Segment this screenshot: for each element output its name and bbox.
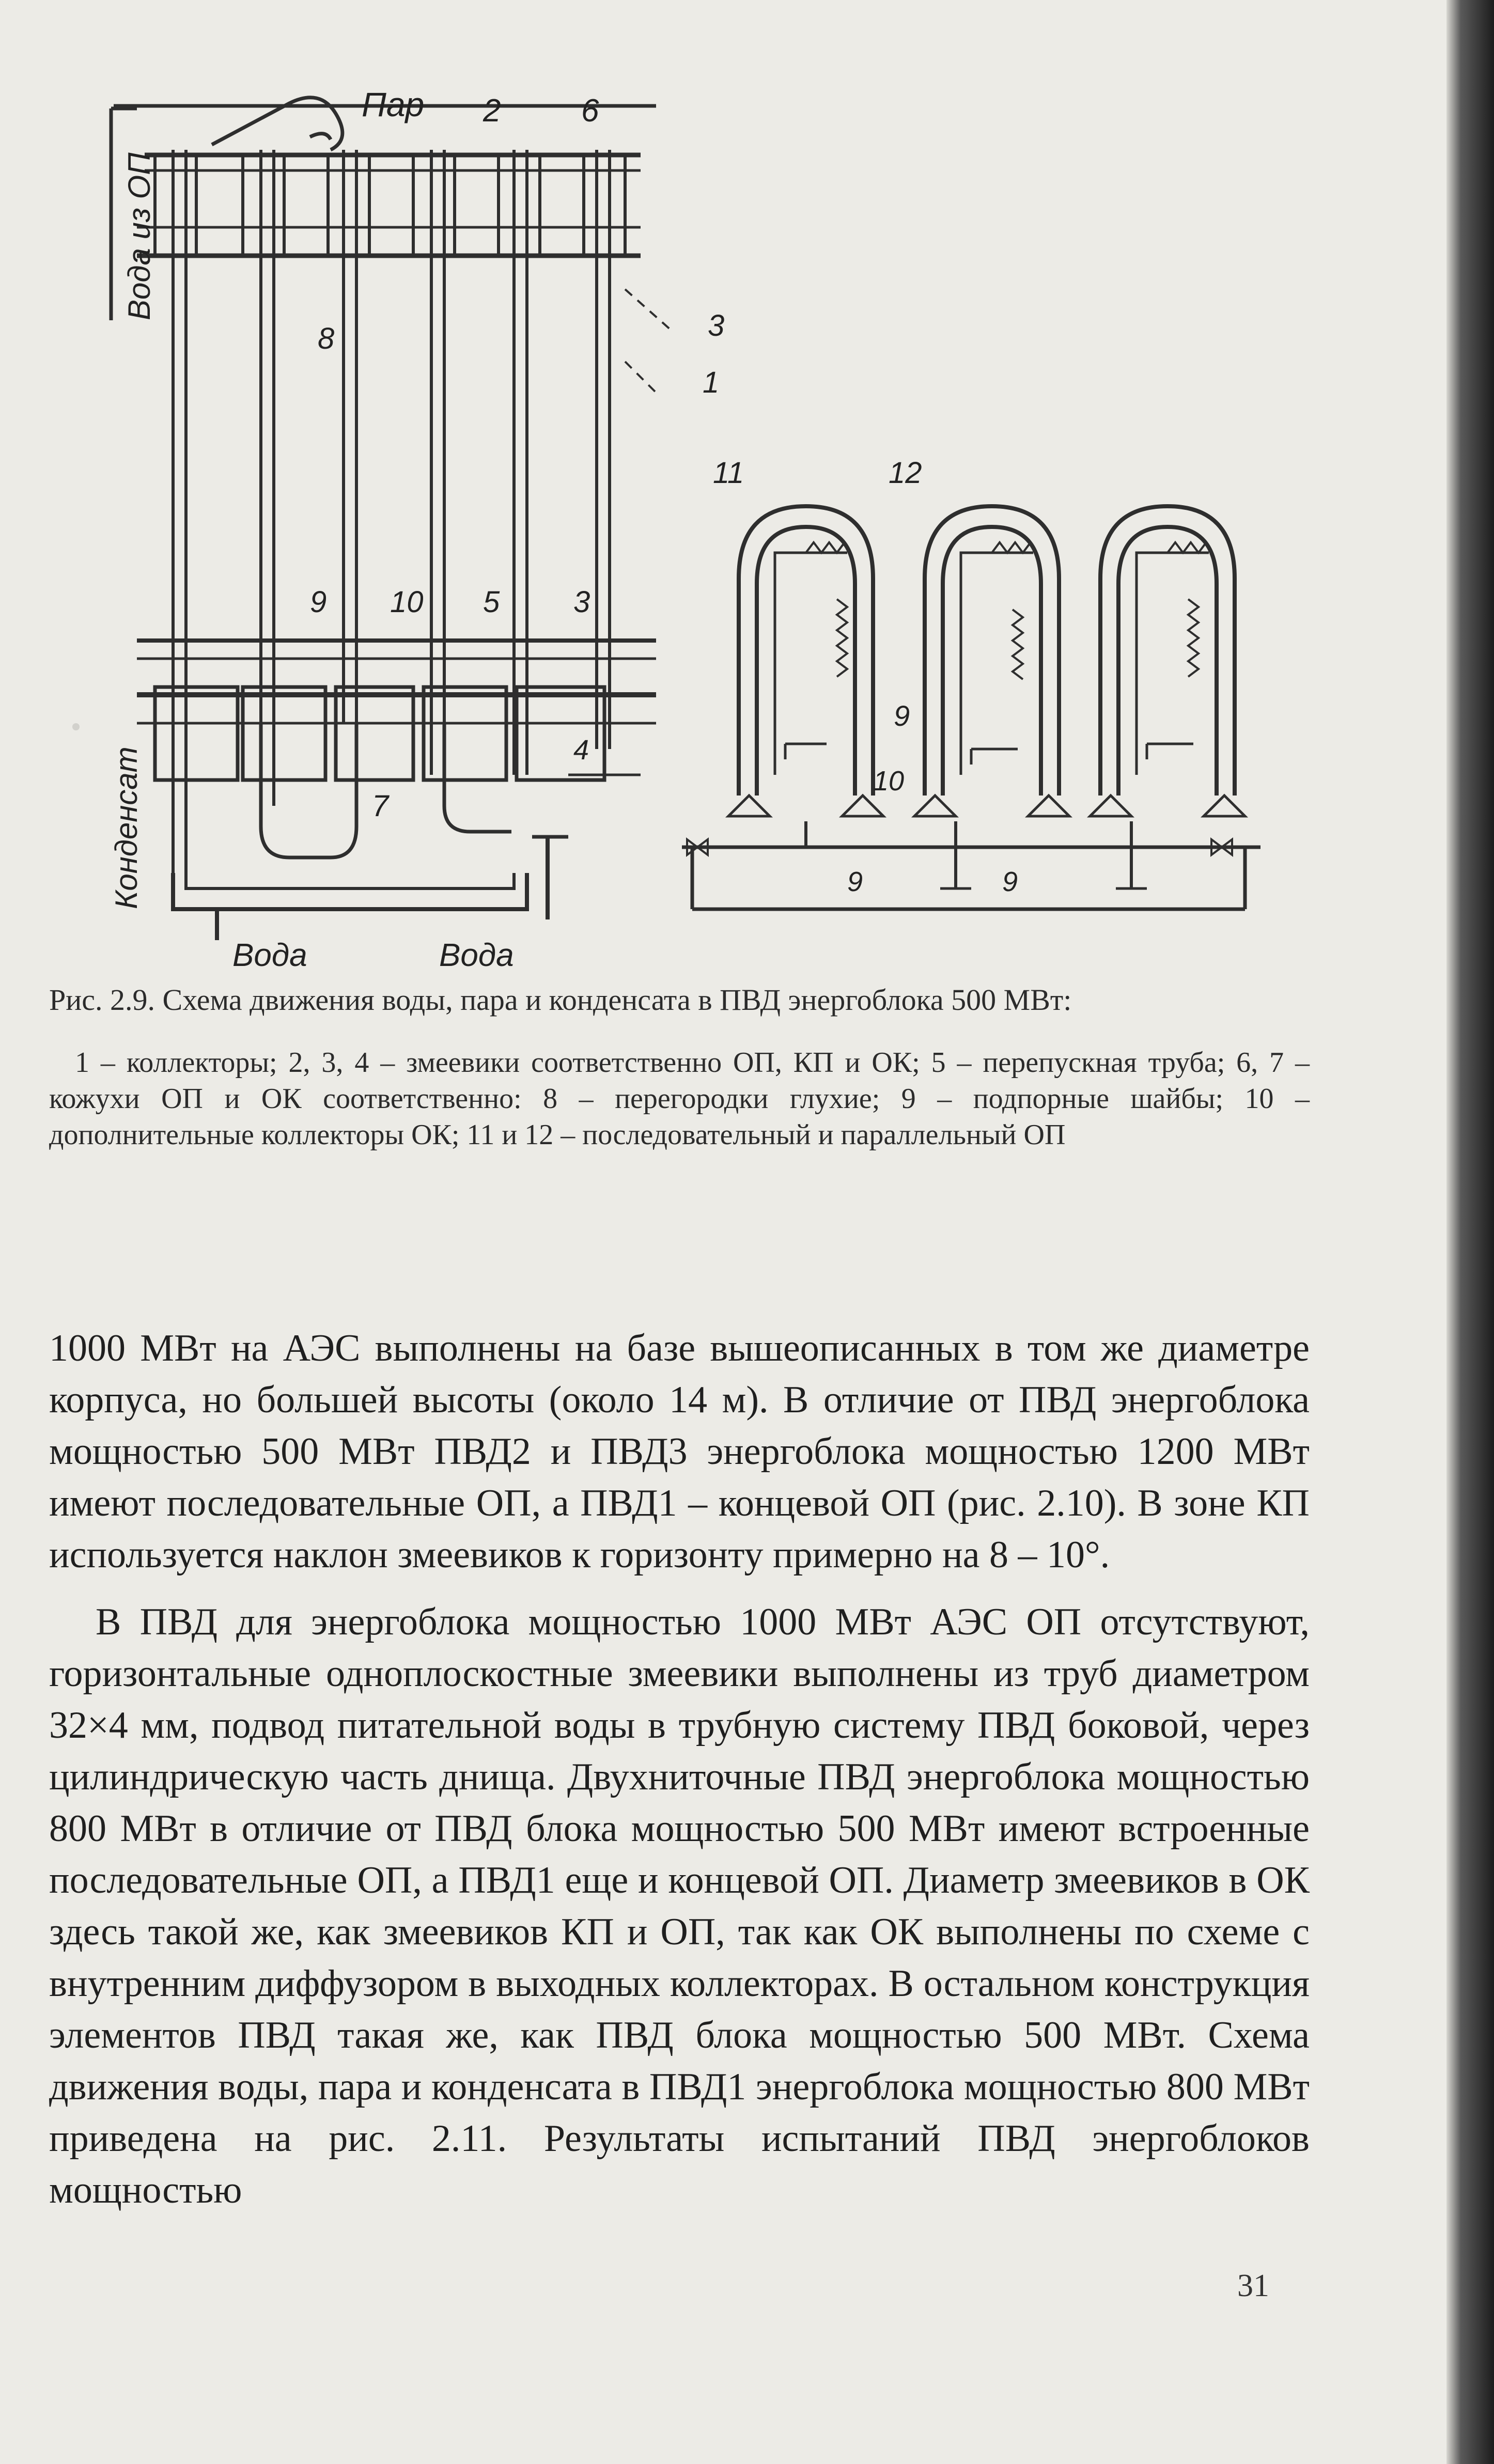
- heater-11: [728, 506, 883, 816]
- label-condensate: Конденсат: [109, 746, 144, 909]
- page-edge-shadow: [1446, 0, 1494, 2464]
- label-2: 2: [483, 93, 501, 129]
- label-1: 1: [703, 366, 720, 399]
- paragraph-2: В ПВД для энергоблока мощностью 1000 МВт АЭС ОП отсутствуют, горизонтальные одноплоскостные змеевики выполнены из труб диаметром 32×4 мм, подвод питательной воды в трубную систему ПВД боковой, через цилиндрическую часть днища. Двухниточные ПВД энергоблока мощностью 800 МВт в отличие от ПВД блока мощностью 500 МВт имеют встроенные последовательные ОП, а ПВД1 еще и концевой ОП. Диаметр змеевиков в ОК здесь такой же, как змеевиков КП и ОП, так как ОК выполнены по схеме с внутренним диффузором в выходных коллекторах. В остальном конструкция элементов ПВД такая же, как ПВД блока мощностью 500 МВт. Схема движения воды, пара и конденсата в ПВД1 энергоблока мощностью 800 МВт приведена на рис. 2.11. Результаты испытаний ПВД энергоблоков мощностью: [49, 1601, 1310, 2211]
- caption-legend: 1 – коллекторы; 2, 3, 4 – змеевики соответственно ОП, КП и ОК; 5 – перепускная труба; 6, 7 – кожухи ОП и ОК соответственно: 8 – перегородки глухие; 9 – подпорные шайбы; 10 – дополнительные коллекторы ОК; 11 и 12 – последовательный и параллельный ОП: [49, 1047, 1310, 1151]
- label-9: 9: [310, 585, 327, 619]
- label-11: 11: [713, 456, 744, 490]
- label-water-from-op: Вода из ОП: [122, 152, 157, 320]
- heater-12b: [1090, 506, 1245, 816]
- label-9-side: 9: [894, 699, 910, 732]
- label-4: 4: [573, 735, 589, 766]
- label-water-left: Вода: [232, 938, 307, 971]
- label-3-top: 3: [708, 309, 725, 342]
- label-water-right: Вода: [439, 938, 514, 971]
- paragraph-1: 1000 МВт на АЭС выполнены на базе вышеописанных в том же диаметре корпуса, но большей высоты (около 14 м). В отличие от ПВД энергоблока мощностью 500 МВт ПВД2 и ПВД3 энергоблока мощностью 1200 МВт имеют последовательные ОП, а ПВД1 – концевой ОП (рис. 2.10). В зоне КП используется наклон змеевиков к горизонту примерно на 8 – 10°.: [49, 1327, 1310, 1576]
- label-9-bottom-a: 9: [847, 866, 863, 897]
- label-9-bottom-b: 9: [1002, 866, 1018, 897]
- print-speck: [72, 723, 80, 730]
- label-steam: Пар: [362, 85, 425, 123]
- label-12: 12: [889, 456, 922, 490]
- heater-12a: [914, 506, 1069, 816]
- label-6: 6: [581, 93, 599, 129]
- figure-2-9-scheme: [0, 0, 1446, 971]
- label-10-side: 10: [873, 766, 905, 797]
- label-7: 7: [372, 789, 389, 823]
- figure-caption: [49, 981, 1310, 1153]
- label-10: 10: [390, 585, 424, 619]
- label-5: 5: [483, 585, 500, 619]
- body-text: [49, 1322, 1310, 2216]
- label-3-bottom: 3: [573, 585, 590, 619]
- page-number: 31: [1237, 2268, 1269, 2303]
- label-8: 8: [318, 322, 335, 355]
- caption-title: Рис. 2.9. Схема движения воды, пара и конденсата в ПВД энергоблока 500 МВт:: [49, 983, 1072, 1017]
